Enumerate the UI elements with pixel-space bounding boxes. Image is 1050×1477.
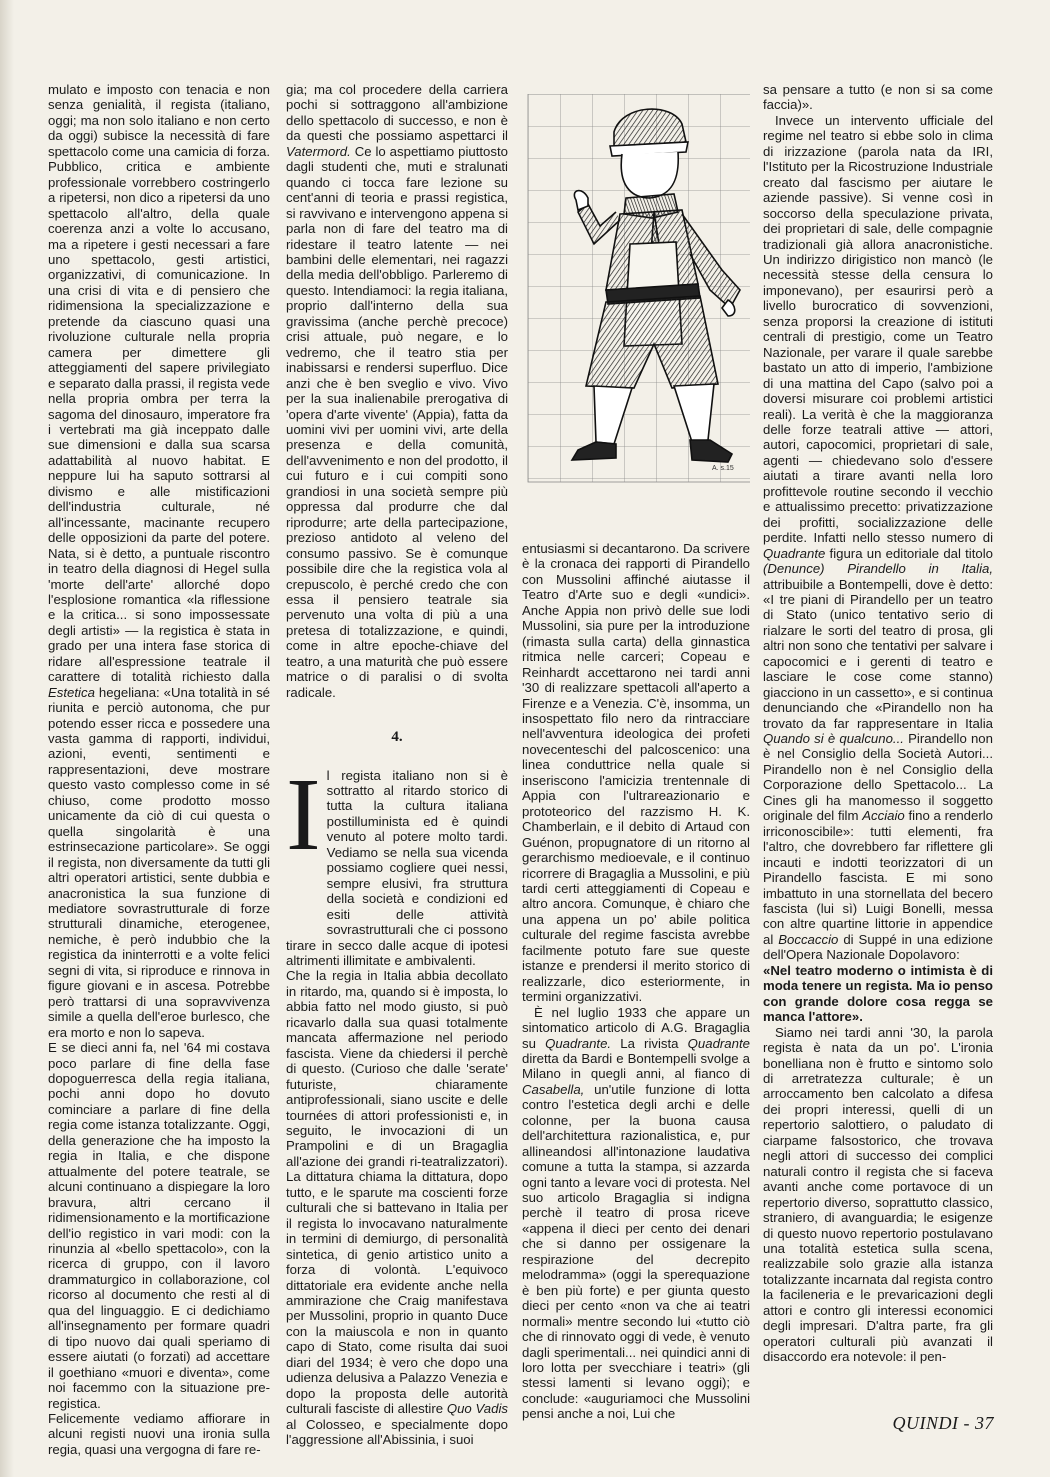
figure-illustration: [522, 94, 750, 484]
text-column-1: [48, 82, 270, 1457]
block-quote: «Nel teatro moderno o intimista è di moda tenere un regista. Ma io penso con grande dolore cosa regga se manca l'attore».: [763, 962, 993, 1025]
paragraph: mulato e imposto con tenacia e non senza genialità, il regista (italiano, oggi; ma non solo italiano e non certo da oggi) subisce la necessità di fare spettacolo come una camicia di forza. Pubblico, critica e ambiente professionale vorrebbero costringerlo a ripetersi, non dico a ripetersi da uno spettacolo all'altro, della quale coerenza anzi a volte lo accusano, ma a ripetere i gesti necessari a fare uno spettacolo, gesti artistici, organizzativi, di comunicazione. In una crisi di vita e di pensiero che ridimensiona la specializzazione e pretende da ciascuno quasi una rivoluzione culturale nella propria camera per dimettere gli atteggiamenti del sapere privilegiato e separato dalla prassi, il regista vede nella propria ombra per terra la sagoma del dinosauro, imperatore fra i vertebrati ma già inceppato dalle sue dimensioni e dalla sua scarsa adattabilità al nuovo habitat. E neppure lui ha saputo sottrarsi al divismo e alle mistificazioni dell'industria culturale, né all'incessante, macinante recupero delle opposizioni da parte del potere. Nata, si è detto, a puntuale riscontro in teatro della diagnosi di Hegel sulla 'morte dell'arte' allorché dopo l'esplosione romantica «la riflessione e la critica... si sono impossessate degli artisti» — la registica è stata in grado per una intera fase storica di ridare all'espressione teatrale il carattere di totalità richiesto dalla Estetica hegeliana: «Una totalità in sé riunita e perciò autonoma, che pur potendo esser ricca e possedere una vasta gamma di rapporti, individui, azioni, eventi, sentimenti e rappresentazioni, deve mostrare questo vasto complesso come in sé chiuso, come prodotto mosso unicamente da ciò di cui questa o quella singolarità è una estrinsecazione particolare». Se oggi il regista, non diversamente da tutti gli altri operatori artistici, sente dubbia e anacronistica la sua funzione di mediatore sovrastrutturale di forze strutturali dinamiche, eterogenee, nemiche, è però indubbio che la registica da ininterrotti e a volte felici segni di vita, si riproduce e rinnova in figure giovani e in ascesa. Potrebbe però trattarsi di una sopravvivenza simile a quella dell'eroe burlesco, che era morto e non lo sapeva.: [48, 82, 271, 1040]
paragraph: entusiasmi si decantarono. Da scrivere è la cronaca dei rapporti di Pirandello con Mussolini affinché aiutasse il Teatro d'Arte suo e degli «undici». Anche Appia non privò delle sue lodi Mussolini, sia pure per la introduzione (rimasta sulla carta) della ginnastica ritmica nelle carceri; Copeau e Reinhardt accettarono nei tardi anni '30 di realizzare spettacoli all'aperto a Firenze e a Venezia. C'è, insomma, un insospettato filo nero da rintracciare nell'avventura ideologica dei profeti novecenteschi del palcoscenico: una linea conduttrice nella quale si inseriscono l'amicizia trentennale di Appia con l'ultrareazionario e prototeorico del razzismo H. K. Chamberlain, e il debito di Artaud con Guénon, propugnatore di un ritorno al gerarchismo medioevale, e il continuo ricorrere di Bragaglia a Mussolini, e più tardi certi atteggiamenti di Copeau e altro ancora. Comunque, è chiaro che una appena un po' abile politica culturale del regime fascista avrebbe facilmente potuto fare sue queste istanze e prendersi il merito storico di realizzarle, dico esteriormente, in termini organizzativi.: [522, 541, 750, 1005]
illustration-signature: A. s.15: [712, 465, 734, 472]
paragraph: Invece un intervento ufficiale del regime nel teatro si ebbe solo in clima di irizzazione (parola nata da IRI, l'Istituto per la Ricostruzione Industriale creato dal fascismo per aiutare le aziende passive). Si venne così in soccorso della speculazione privata, dei proprietari di sale, delle compagnie tradizionali già allora anacronistiche. Un indirizzo dirigistico non mancò (le necessità stesse della censura lo imponevano), per esaurirsi però a livello burocratico di sovvenzioni, senza proporsi la creazione di istituti centrali di prestigio, come un Teatro Nazionale, per varare il quale sarebbe bastato un atto di imperio, l'ambizione di una mattina del Capo (salvo poi a doversi misurare coi problemi artistici reali). La verità è che la maggioranza delle forze teatrali attive — attori, autori, capocomici, proprietari di sale, agenti — chiedevano solo d'essere aiutati a tirare avanti nella loro profittevole routine secondo il vecchio e attualissimo precetto: privatizzazione dei profitti, socializzazione delle perdite. Infatti nello stesso numero di Quadrante figura un editoriale dal titolo (Denunce) Pirandello in Italia, attribuibile a Bontempelli, dove è detto: «I tre piani di Pirandello per un teatro di Stato (unico tentativo serio di rialzare le sorti del teatro di prosa, gli altri non sono che tentativi per salvare i capocomici e i gerenti di teatro e lasciare le cose come stanno) giacciono in un cassetto», e si continua denunciando che «Pirandello non ha trovato da far rappresentare in Italia Quando si è qualcuno... Pirandello non è nel Consiglio della Società Autori... Pirandello non è nel Consiglio della Corporazione dello Spettacolo... La Cines gli ha manomesso il soggetto originale del film Acciaio fino a renderlo irriconoscibile»: tutti elementi, fra l'altro, che dovrebbero far riflettere gli incauti e indotti teorizzatori di un Pirandello fascista. E mi sono imbattuto in una stornellata del becero fascista (lui sì) Luigi Bonelli, messa con altre quartine littorie in appendice al Boccaccio di Suppé in una edizione dell'Opera Nazionale Dopolavoro:: [763, 112, 994, 963]
page-edge: [0, 0, 14, 1477]
paragraph: Che la regia in Italia abbia decollato in ritardo, ma, quando si è imposta, lo abbia fatto nel modo giusto, si può ricavarlo dalla sua quasi totalmente mancata affermazione nel periodo fascista. Viene da chiedersi il perchè di questo. (Curioso che dalle 'serate' futuriste, chiaramente antiprofessionali, siano uscite e delle tournées di attori professionisti e, in seguito, le invocazioni di un Prampolini e di un Bragaglia all'azione dei grandi ri-teatralizzatori). La dittatura chiama la dittatura, dopo tutto, e le sparute ma coscienti forze culturali che si battevano in Italia per il regista lo invocavano naturalmente in termini di demiurgo, di personalità sintetica, di genio artistico unito a forza di volontà. L'equivoco dittatoriale era evidente anche nella ammirazione che Craig manifestava per Mussolini, proprio in quanto Duce con la maiuscola e non in quanto capo di Stato, come risulta dai suoi diari del 1934; è vero che dopo una udienza delusiva a Palazzo Venezia e dopo la proposta delle autorità culturali fasciste di allestire Quo Vadis al Colosseo, e specialmente dopo l'aggressione all'Abissinia, i suoi: [286, 968, 508, 1448]
running-footer: QUINDI - 37: [892, 1413, 994, 1433]
paragraph: Siamo nei tardi anni '30, la parola regista è nata da un po'. L'ironia bonelliana non è frutto e sintomo solo di arretratezza culturale; è un arroccamento ben calcolato a difesa dei propri interessi, quelli di un repertorio salottiero, o paludato di ciarpame falsostorico, che trovava negli attori di successo dei complici naturali contro il regista che si faceva avanti anche come portavoce di un repertorio diverso, soprattutto classico, straniero, di avanguardia; le esigenze di questo nuovo repertorio postulavano una totalità estetica sulla scena, realizzabile solo grazie alla istanza totalizzante incarnata dal regista contro la facileneria e le prevaricazioni degli attori e contro gli interessi economici degli impresari. D'altra parte, fra gli operatori culturali più avanzati il disaccordo era notevole: il pen-: [763, 1024, 993, 1365]
section-number: 4.: [391, 729, 403, 746]
paragraph: gia; ma col procedere della carriera pochi si sottraggono all'ambizione dello spettacolo di successo, e non è da questi che possiamo aspettarci il Vatermord. Ce lo aspettiamo piuttosto dagli studenti che, muti e stralunati quando ci tocca fare lezione su cent'anni di teoria e prassi registica, si ravvivano e intervengono appena si parla non di fare del teatro ma di ridestare il teatro latente — nei bambini delle elementari, nei ragazzi della media dell'obbligo. Parleremo di questo. Intendiamoci: la regia italiana, proprio dall'interno della sua gravissima (anche perchè precoce) crisi attuale, può negare, e lo vedremo, che il teatro stia per inabissarsi e rendersi superfluo. Dice anzi che è ben sveglio e vivo. Vivo per la sua inalienabile prerogativa di 'opera d'arte vivente' (Appia), fatta da uomini vivi per uomini vivi, arte della presenza e della comunità, dell'avvenimento e non del prodotto, il cui futuro e i cui compiti sono grandiosi in una società sempre più oppressa dal produrre che dal riprodurre; arte della partecipazione, prezioso antidoto al veleno del consumo passivo. Se è comunque possibile dire che la registica vola al crepuscolo, è perché credo che con essa il pensiero teatrale sia pervenuto una volta di più a una pretesa di totalizzazione, e quindi, come in altre epoche-chiave del teatro, a una maturità che può essere matrice o di paralisi o di svolta radicale.: [286, 82, 508, 700]
paragraph: Felicemente vediamo affiorare in alcuni registi nuovi una ironia sulla regia, quasi una vergogna di fare re-: [48, 1410, 270, 1457]
text-column-3: [522, 541, 750, 1422]
text-column-4: [763, 82, 993, 1365]
paragraph: Il regista italiano non si è sottratto al ritardo storico di tutta la cultura italiana postilluminista ed è quindi venuto al potere molto tardi. Vediamo se nella sua vicenda possiamo cogliere quei nessi, sempre elusivi, fra struttura della società e condizioni ed esiti delle attività sovrastrutturali che ci possono tirare in secco dalle acque di ipotesi altrimenti illimitate e ambivalenti.: [286, 756, 508, 969]
paragraph: E se dieci anni fa, nel '64 mi costava poco parlare di fine della fase dopoguerresca della regia italiana, pochi anni dopo ho dovuto cominciare a parlare di fine della regia come istanza totalizzante. Oggi, della generazione che ha imposto la regia in Italia, e che dispone attualmente del potere teatrale, se alcuni continuano a dispiegare la loro bravura, altri cercano il ridimensionamento e la mortificazione dell'io registico in vari modi: con la rinunzia al «bello spettacolo», con la ricerca di gruppo, con il lavoro drammaturgico in collaborazione, col ricorso al documento che resti al di qua del linguaggio. E ci dedichiamo all'insegnamento per formare quadri di tipo nuovo dai quali speriamo di essere aiutati (o forzati) ad accettare il goethiano «muori e diventa», come noi facemmo con la situazione pre-registica.: [48, 1040, 270, 1411]
paragraph: sa pensare a tutto (e non si sa come faccia)».: [763, 82, 993, 113]
paragraph: È nel luglio 1933 che appare un sintomatico articolo di A.G. Bragaglia su Quadrante. La rivista Quadrante diretta da Bardi e Bontempelli svolge a Milano in quegli anni, al fianco di Casabella, un'utile funzione di lotta contro l'estetica degli archi e delle colonne, per la buona causa dell'architettura razionalistica, e, pur allineandosi all'intonazione laudativa comune a tutta la stampa, si azzarda ogni tanto a levare voci di protesta. Nel suo articolo Bragaglia si indigna perchè il teatro di prosa riceve «appena il dieci per cento dei denari che si danno per ossigenare la respirazione del decrepito melodramma» (oggi la sperequazione è ben più forte) e per giunta questo dieci per cento «non va che ai teatri normali» mentre secondo lui «tutto ciò che di rinnovato oggi di vede, è venuto dagli sperimentali... nei quindici anni di loro lotta per svecchiare i teatri» (gli stessi lamenti si levano oggi); e conclude: «auguriamoci che Mussolini pensi anche a noi, Lui che: [522, 1004, 750, 1422]
drop-cap: I: [286, 756, 321, 872]
text-column-2: [286, 82, 508, 1448]
